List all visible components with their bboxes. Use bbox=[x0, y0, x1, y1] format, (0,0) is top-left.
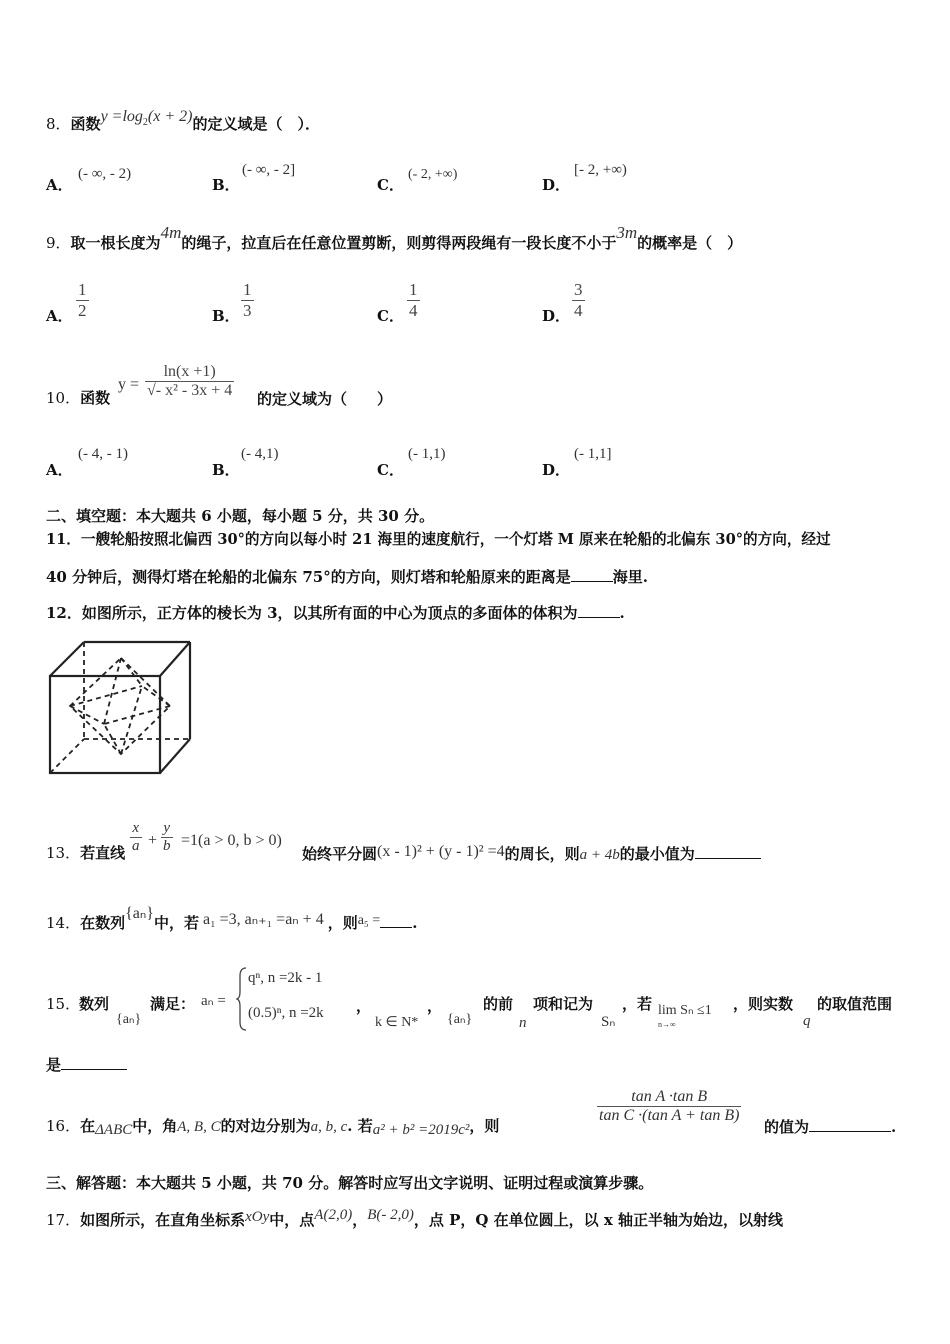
q8-option-c-label: C． bbox=[377, 176, 404, 194]
q8-option-b-label: B． bbox=[212, 176, 240, 194]
q9-option-b-label: B． bbox=[212, 307, 240, 325]
q10-option-a-label: A． bbox=[46, 461, 73, 479]
q15-pre: 数列 bbox=[79, 995, 110, 1013]
q10-formula-y: y = bbox=[118, 376, 140, 393]
q15-limit-sub: n→∞ bbox=[658, 1020, 676, 1029]
q9-length-2: 3m bbox=[616, 223, 638, 242]
q15-line-2: 是 bbox=[46, 1055, 127, 1075]
q15-seq-2: {aₙ} bbox=[447, 1012, 473, 1027]
q10-option-d: (- 1,1] bbox=[574, 446, 612, 462]
cube-octahedron-figure bbox=[46, 636, 196, 778]
q11-line-2: 40 分钟后，测得灯塔在轮船的北偏东 75°的方向，则灯塔和轮船原来的距离是 海里. bbox=[46, 568, 648, 586]
q9-option-d: 3 4 bbox=[574, 280, 583, 320]
q13-plus: + bbox=[148, 832, 158, 849]
q8-option-d: [- 2, +∞) bbox=[574, 162, 627, 178]
q15-brace bbox=[236, 966, 248, 1032]
q17-stem: 17．如图所示，在直角坐标系xOy中，点A(2,0)，B(- 2,0)，点 P，Q 在单位圆上，以 x 轴正半轴为始边，以射线 bbox=[46, 1207, 784, 1229]
q16-stem: 16．在ΔABC中，角A, B, C的对边分别为a, b, c. 若a² + b² =2019c²，则 bbox=[46, 1117, 500, 1138]
q15-text-2: 项和记为 bbox=[533, 995, 594, 1013]
q15-text-1: 的前 bbox=[483, 995, 514, 1013]
q8-stem: 8．函数$y =\log_2(x + 2)$的定义域是（ ）． bbox=[46, 108, 320, 133]
q15-comma-2: ， bbox=[427, 997, 443, 1015]
q9-option-b: 1 3 bbox=[243, 280, 252, 320]
q15-number: 15． bbox=[46, 995, 81, 1013]
q15-sn: Sₙ bbox=[601, 1014, 616, 1030]
q15-case-2: (0.5)ⁿ, n =2k bbox=[248, 1005, 324, 1021]
q13-stem: 13．若直线 bbox=[46, 844, 126, 862]
q9-option-d-label: D． bbox=[542, 307, 571, 325]
q9-stem: 9．取一根长度为4m的绳子，拉直后在任意位置剪断，则剪得两段绳有一段长度不小于3m的概率是（ ） bbox=[46, 223, 743, 252]
q12-answer-blank[interactable] bbox=[578, 617, 620, 618]
q10-stem: 10．函数 bbox=[46, 389, 111, 407]
q15-text-3: ，若 bbox=[622, 995, 653, 1013]
q9-length-1: 4m bbox=[160, 223, 182, 242]
q11-answer-blank[interactable] bbox=[571, 581, 613, 582]
q11-line-1: 11．一艘轮船按照北偏西 30°的方向以每小时 21 海里的速度航行，一个灯塔 M 原来在轮船的北偏东 30°的方向，经过 bbox=[46, 531, 831, 548]
q13-answer-blank[interactable] bbox=[695, 858, 761, 859]
q10-option-b-label: B． bbox=[212, 461, 240, 479]
q14-answer-blank[interactable] bbox=[380, 927, 412, 928]
q16-stem-end: 的值为 . bbox=[764, 1118, 897, 1136]
q14-stem: 14．在数列{aₙ}中，若 a₁ =3, aₙ₊₁ =aₙ + 4 ，则a₅ = . bbox=[46, 905, 418, 932]
q9-option-c-label: C． bbox=[377, 307, 404, 325]
q10-option-b: (- 4,1) bbox=[241, 446, 279, 462]
q13-fraction-y-b: y b bbox=[163, 820, 171, 854]
q15-text-4: ，则实数 bbox=[733, 995, 794, 1013]
q9-option-c: 1 4 bbox=[409, 280, 418, 320]
q13-stem-rest: 始终平分圆(x - 1)² + (y - 1)² =4的周长，则a + 4b的最小值为 bbox=[302, 843, 761, 864]
q12-stem: 12．如图所示，正方体的棱长为 3，以其所有面的中心为顶点的多面体的体积为 . bbox=[46, 604, 625, 622]
q15-n: n bbox=[519, 1015, 527, 1031]
q16-answer-blank[interactable] bbox=[809, 1131, 891, 1132]
q8-option-a: (- ∞, - 2) bbox=[78, 166, 132, 182]
q15-answer-blank[interactable] bbox=[61, 1069, 127, 1070]
q9-option-a: 1 2 bbox=[78, 280, 87, 320]
q15-an: aₙ = bbox=[201, 993, 226, 1009]
q10-formula-fraction: ln(x +1) √- x² - 3x + 4 bbox=[147, 363, 233, 399]
q8-option-b: (- ∞, - 2] bbox=[242, 162, 296, 178]
q8-option-c: (- 2, +∞) bbox=[408, 167, 458, 182]
section-2-heading: 二、填空题：本大题共 6 小题，每小题 5 分，共 30 分。 bbox=[46, 507, 435, 525]
q10-option-a: (- 4, - 1) bbox=[78, 446, 128, 462]
q15-comma-1: ， bbox=[356, 997, 372, 1015]
q15-text-5: 的取值范围 bbox=[817, 995, 893, 1013]
q13-condition: =1(a > 0, b > 0) bbox=[181, 832, 282, 849]
q15-seq: {aₙ} bbox=[116, 1012, 142, 1027]
q9-option-a-label: A． bbox=[46, 307, 73, 325]
q16-fraction: tan A ·tan B tan C ·(tan A + tan B) bbox=[599, 1088, 740, 1124]
q8-option-d-label: D． bbox=[542, 176, 571, 194]
section-3-heading: 三、解答题：本大题共 5 小题，共 70 分。解答时应写出文字说明、证明过程或演算步骤。 bbox=[46, 1174, 654, 1192]
q15-k-set: k ∈ N* bbox=[375, 1015, 419, 1030]
q10-option-d-label: D． bbox=[542, 461, 571, 479]
q15-case-1: qⁿ, n =2k - 1 bbox=[248, 970, 323, 986]
q8-option-a-label: A． bbox=[46, 176, 73, 194]
q15-mid: 满足： bbox=[150, 995, 196, 1013]
q15-q: q bbox=[803, 1013, 811, 1029]
q10-option-c-label: C． bbox=[377, 461, 404, 479]
q13-fraction-x-a: x a bbox=[132, 820, 140, 854]
q10-stem-post: 的定义域为（ ） bbox=[257, 390, 393, 408]
q15-limit: lim Sₙ ≤1 bbox=[658, 1003, 712, 1018]
q8-formula-y: y =log bbox=[100, 108, 143, 125]
q10-option-c: (- 1,1) bbox=[408, 446, 446, 462]
